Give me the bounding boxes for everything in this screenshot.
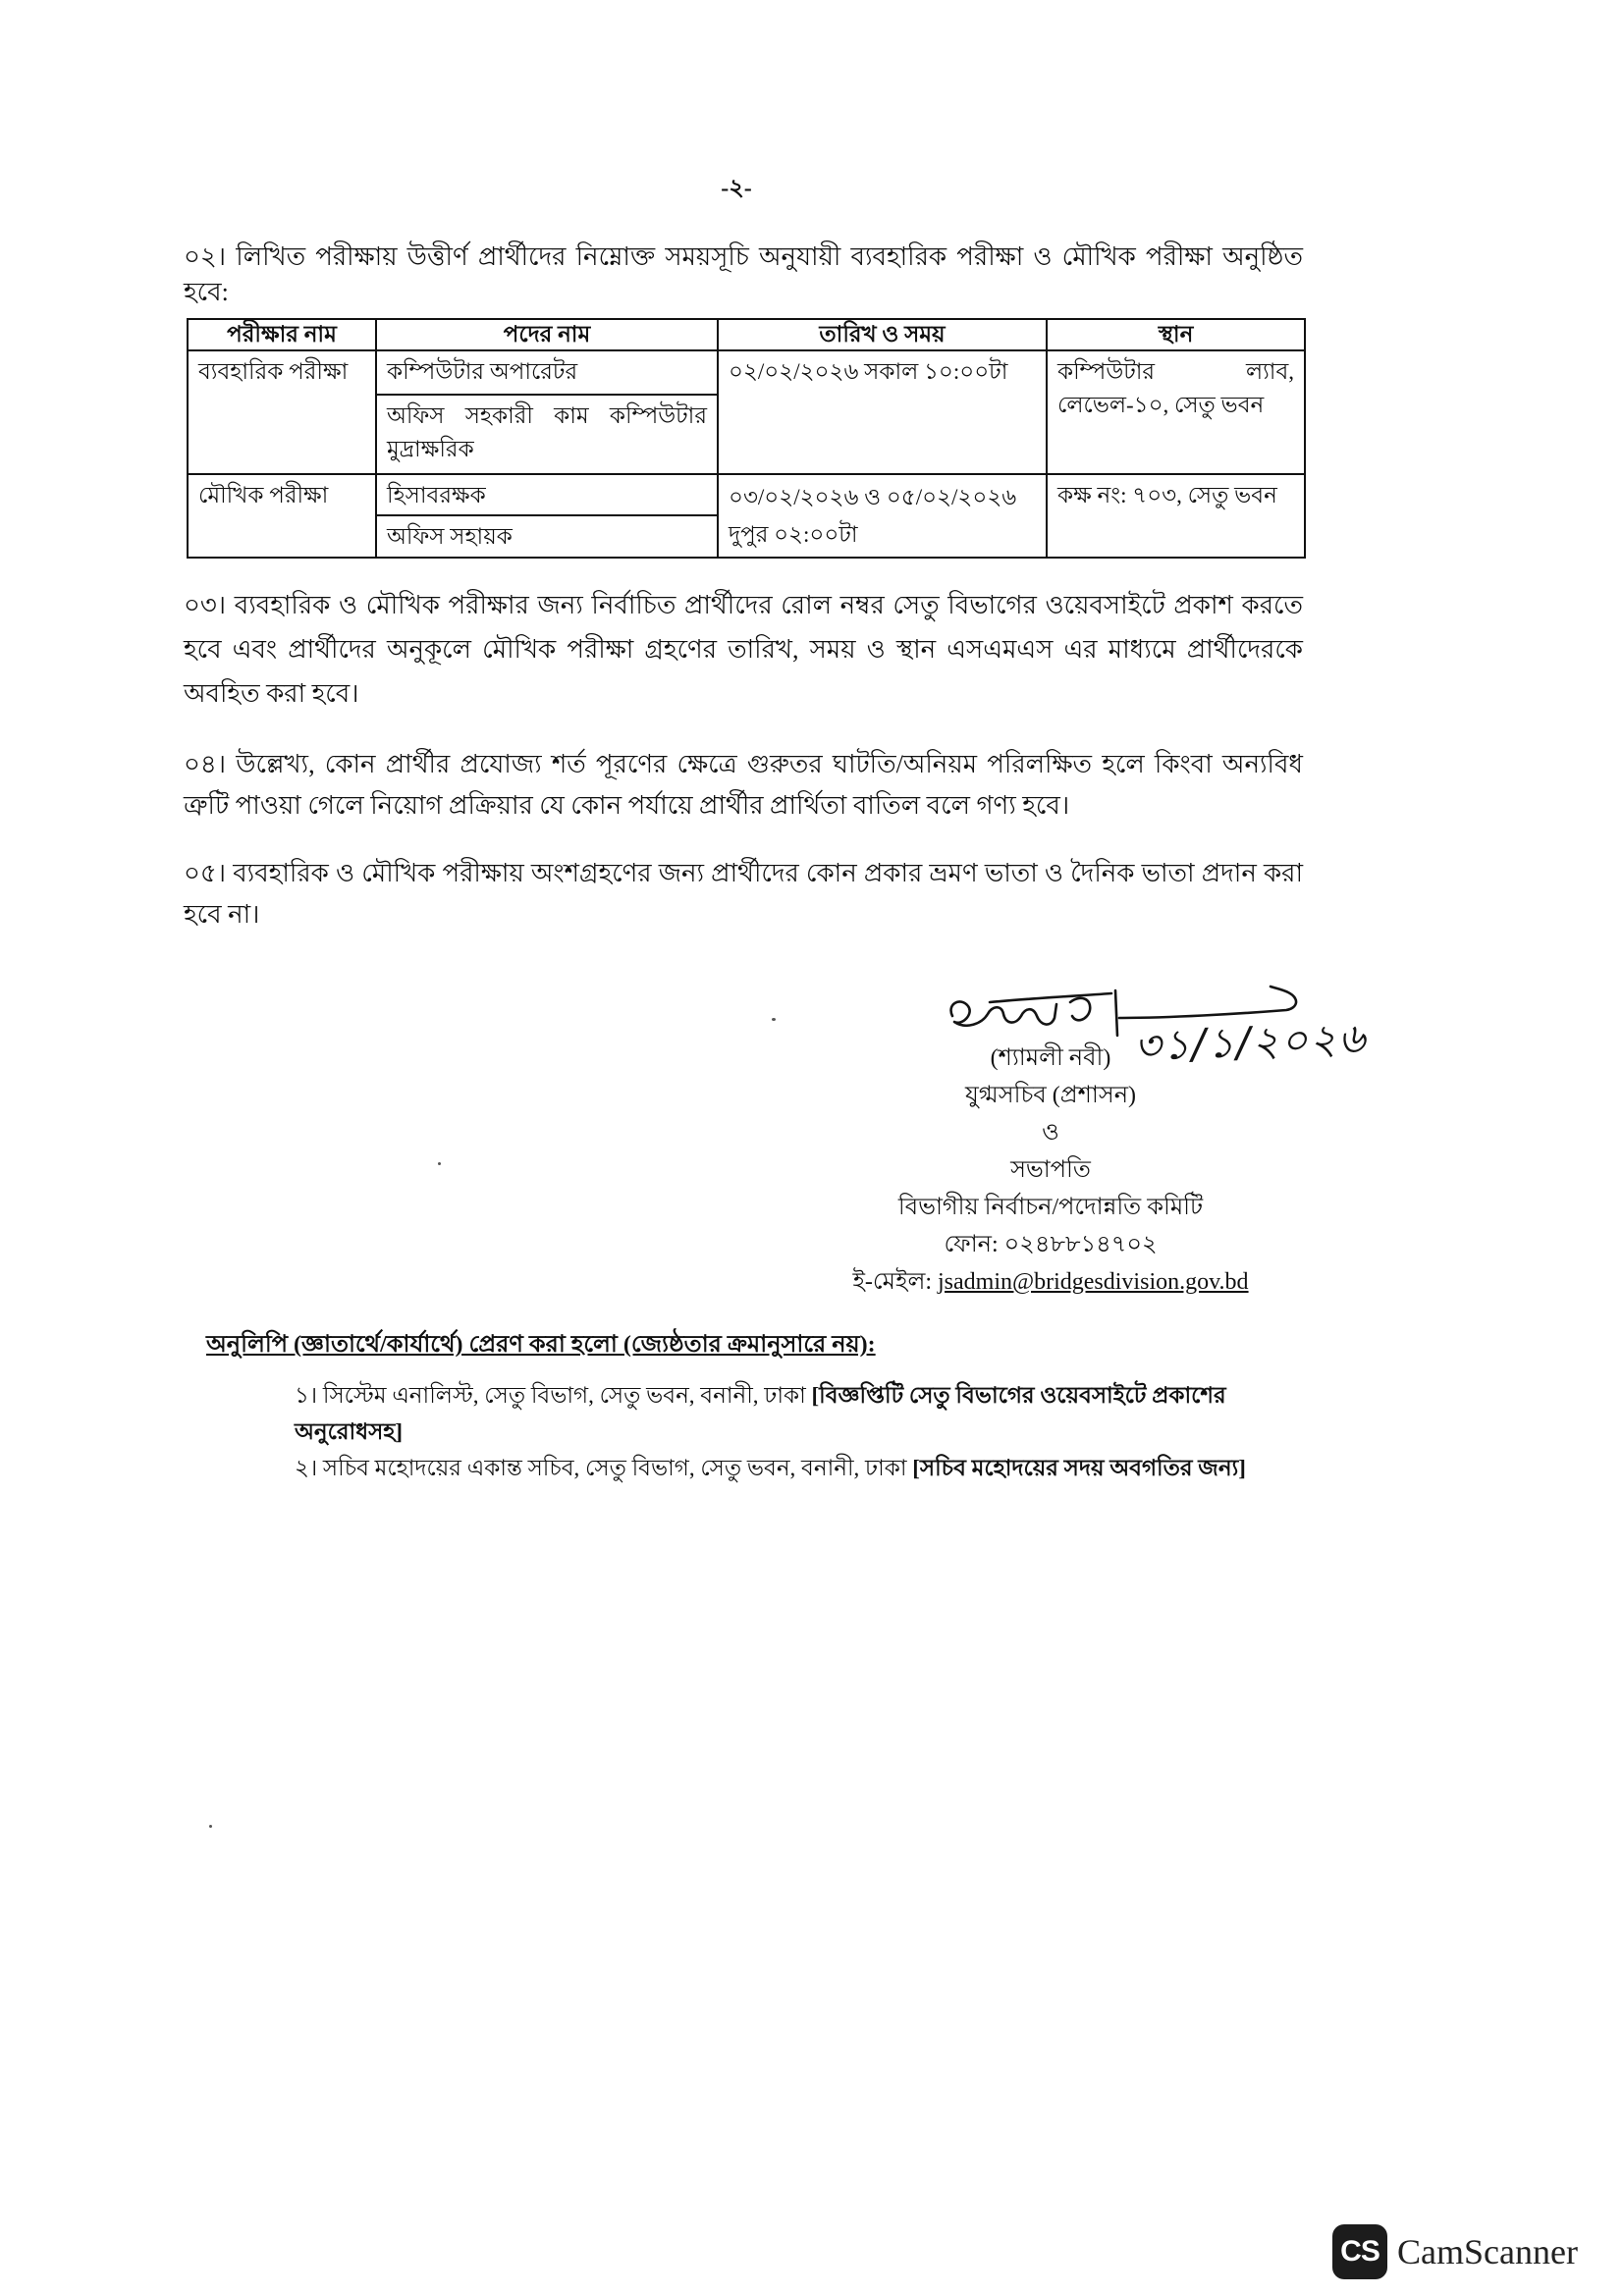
signatory-name: (শ্যামলী নবী) bbox=[990, 1045, 1111, 1071]
camscanner-logo-icon: CS bbox=[1332, 2224, 1387, 2279]
post-name-cell: অফিস সহায়ক bbox=[376, 515, 718, 558]
venue-cell: কম্পিউটার ল্যাব, লেভেল-১০, সেতু ভবন bbox=[1047, 350, 1305, 474]
copy-note: [সচিব মহোদয়ের সদয় অবগতির জন্য] bbox=[912, 1456, 1246, 1480]
document-body bbox=[184, 171, 1369, 1486]
header-date-time: তারিখ ও সময় bbox=[718, 319, 1047, 350]
scan-speck bbox=[772, 1018, 776, 1021]
header-exam-name: পরীক্ষার নাম bbox=[188, 319, 376, 350]
camscanner-watermark bbox=[1332, 2224, 1578, 2279]
post-name-cell: কম্পিউটার অপারেটর bbox=[376, 350, 718, 395]
header-post-name: পদের নাম bbox=[376, 319, 718, 350]
paragraph-03: ০৩। ব্যবহারিক ও মৌখিক পরীক্ষার জন্য নির্বাচিত প্রার্থীদের রোল নম্বর সেতু বিভাগের ওয়েবসাইটে প্রকাশ করতে হবে এবং প্রার্থীদের অনুকূলে মৌখিক পরীক্ষা গ্রহণের তারিখ, সময় ও স্থান এসএমএস এর মাধ্যমে প্রার্থীদেরকে অবহিত করা হবে। bbox=[184, 591, 1303, 708]
paragraph-02: ০২। লিখিত পরীক্ষায় উত্তীর্ণ প্রার্থীদের নিম্নোক্ত সময়সূচি অনুযায়ী ব্যবহারিক পরীক্ষা ও মৌখিক পরীক্ষা অনুষ্ঠিত হবে: bbox=[184, 242, 1303, 306]
date-time-line: ০২/০২/২০২৬ সকাল ১০:০০টা bbox=[729, 359, 1008, 384]
copy-recipient: ১। সিস্টেম এনালিস্ট, সেতু বিভাগ, সেতু ভবন, বনানী, ঢাকা bbox=[295, 1383, 806, 1408]
signatory-conjunction: ও bbox=[1042, 1120, 1059, 1146]
signatory-role: সভাপতি bbox=[1010, 1157, 1091, 1183]
exam-name-cell: মৌখিক পরীক্ষা bbox=[188, 474, 376, 558]
scan-speck bbox=[438, 1162, 441, 1165]
date-time-cell bbox=[718, 474, 1047, 558]
table-header-row bbox=[188, 319, 1305, 350]
header-venue: স্থান bbox=[1047, 319, 1305, 350]
date-time-line: ০৩/০২/২০২৬ ও ০৫/০২/২০২৬ bbox=[729, 485, 1017, 509]
post-name-cell: হিসাবরক্ষক bbox=[376, 474, 718, 515]
paragraph-05: ০৫। ব্যবহারিক ও মৌখিক পরীক্ষায় অংশগ্রহণের জন্য প্রার্থীদের কোন প্রকার ভ্রমণ ভাতা ও দৈনিক ভাতা প্রদান করা হবে না। bbox=[184, 859, 1303, 929]
list-item bbox=[295, 1377, 1303, 1450]
copy-distribution-heading: অনুলিপি (জ্ঞাতার্থে/কার্যার্থে) প্রেরণ করা হলো (জ্যেষ্ঠতার ক্রমানুসারে নয়): bbox=[206, 1332, 876, 1358]
exam-name-cell: ব্যবহারিক পরীক্ষা bbox=[188, 350, 376, 474]
signature-block bbox=[825, 965, 1369, 1301]
date-time-line: দুপুর ০২:০০টা bbox=[729, 522, 858, 547]
paragraph-04: ০৪। উল্লেখ্য, কোন প্রার্থীর প্রযোজ্য শর্ত পূরণের ক্ষেত্রে গুরুতর ঘাটতি/অনিয়ম পরিলক্ষিত হলে কিংবা অন্যবিধ ত্রুটি পাওয়া গেলে নিয়োগ প্রক্রিয়ার যে কোন পর্যায়ে প্রার্থীর প্রার্থিতা বাতিল বলে গণ্য হবে। bbox=[184, 750, 1303, 820]
copy-recipient: ২। সচিব মহোদয়ের একান্ত সচিব, সেতু বিভাগ, সেতু ভবন, বনানী, ঢাকা bbox=[295, 1456, 907, 1480]
venue-cell: কক্ষ নং: ৭০৩, সেতু ভবন bbox=[1047, 474, 1305, 558]
page-number: -২- bbox=[721, 176, 752, 201]
table-row bbox=[188, 474, 1305, 515]
email-link[interactable]: jsadmin@bridgesdivision.gov.bd bbox=[938, 1269, 1249, 1295]
handwritten-date: ৩১/১/২০২৬ bbox=[1133, 1013, 1369, 1070]
committee-name: বিভাগীয় নির্বাচন/পদোন্নতি কমিটি bbox=[897, 1195, 1204, 1220]
table-row bbox=[188, 350, 1305, 395]
phone-number: ফোন: ০২৪৮৮১৪৭০২ bbox=[944, 1232, 1158, 1257]
date-time-cell bbox=[718, 350, 1047, 474]
scan-speck bbox=[209, 1825, 212, 1828]
camscanner-brand-text: CamScanner bbox=[1397, 2232, 1578, 2271]
email-label: ই-মেইল: bbox=[852, 1269, 933, 1295]
list-item bbox=[295, 1450, 1303, 1486]
exam-schedule-table bbox=[187, 318, 1306, 559]
signatory-designation: যুগ্মসচিব (প্রশাসন) bbox=[964, 1083, 1137, 1108]
copy-distribution-list bbox=[184, 1377, 1303, 1486]
copy-note: [বিজ্ঞপ্তিটি সেতু বিভাগের ওয়েবসাইটে প্রকাশের অনুরোধসহ] bbox=[295, 1383, 1226, 1444]
post-name-cell: অফিস সহকারী কাম কম্পিউটার মুদ্রাক্ষরিক bbox=[376, 395, 718, 474]
email-line bbox=[825, 1263, 1276, 1301]
